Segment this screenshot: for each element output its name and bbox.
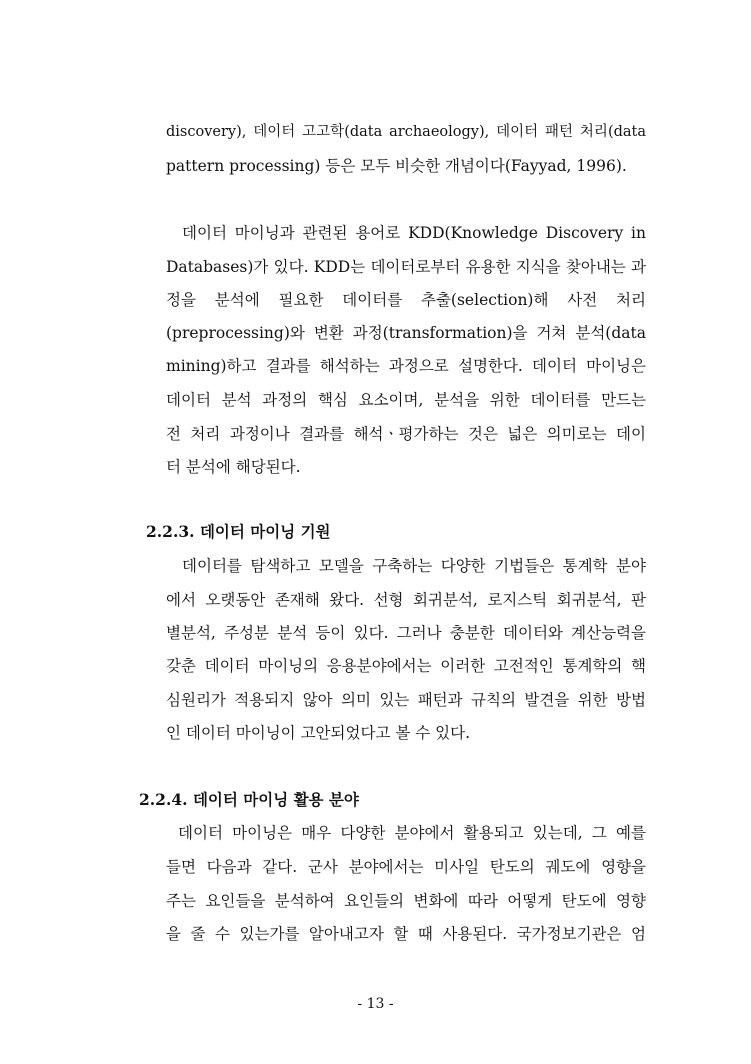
section-2-2-3-line: 갖춘 데이터 마이닝의 응용분야에서는 이러한 고전적인 통계학의 핵	[166, 657, 646, 675]
paragraph-1-line: discovery), 데이터 고고학(data archaeology), 데이터 패턴 처리(data	[166, 124, 646, 140]
paragraph-2-line: mining)하고 결과를 해석하는 과정으로 설명한다. 데이터 마이닝은	[166, 357, 646, 375]
section-2-2-4-line: 을 줄 수 있는가를 알아내고자 할 때 사용된다. 국가정보기관은 엄	[166, 925, 646, 943]
paragraph-2-line: 정을 분석에 필요한 데이터를 추출(selection)해 사전 처리	[166, 291, 646, 309]
section-2-2-4-line: 주는 요인들을 분석하여 요인들의 변화에 따라 어떻게 탄도에 영향	[166, 892, 646, 910]
paragraph-2-line: 터 분석에 해당된다.	[166, 458, 301, 476]
section-2-2-3-line: 데이터를 탐색하고 모델을 구축하는 다양한 기법들은 통계학 분야	[182, 557, 646, 575]
section-2-2-4-line: 들면 다음과 같다. 군사 분야에서는 미사일 탄도의 궤도에 영향을	[166, 858, 646, 876]
section-2-2-3-line: 에서 오랫동안 존재해 왔다. 선형 회귀분석, 로지스틱 회귀분석, 판	[166, 591, 646, 609]
section-heading-2-2-3: 2.2.3. 데이터 마이닝 기원	[146, 522, 331, 541]
page-number: - 13 -	[357, 996, 394, 1012]
paragraph-2-line: Databases)가 있다. KDD는 데이터로부터 유용한 지식을 찾아내는 과	[166, 258, 646, 276]
section-2-2-3-line: 인 데이터 마이닝이 고안되었다고 볼 수 있다.	[166, 724, 471, 742]
paragraph-2-line: 데이터 마이닝과 관련된 용어로 KDD(Knowledge Discovery in	[182, 224, 646, 242]
paragraph-2-line: 전 처리 과정이나 결과를 해석ㆍ평가하는 것은 넓은 의미로는 데이	[166, 425, 646, 443]
paragraph-2-line: 데이터 분석 과정의 핵심 요소이며, 분석을 위한 데이터를 만드는	[166, 391, 646, 409]
paragraph-2-line: (preprocessing)와 변환 과정(transformation)을 거쳐 분석(data	[166, 324, 646, 342]
section-2-2-4-line: 데이터 마이닝은 매우 다양한 분야에서 활용되고 있는데, 그 예를	[178, 824, 646, 842]
paragraph-1-line: pattern processing) 등은 모두 비슷한 개념이다(Fayyad, 1996).	[166, 157, 627, 175]
section-2-2-3-line: 심원리가 적용되지 않아 의미 있는 패턴과 규칙의 발견을 위한 방법	[166, 691, 646, 709]
section-2-2-3-line: 별분석, 주성분 분석 등이 있다. 그러나 충분한 데이터와 계산능력을	[166, 624, 646, 642]
section-heading-2-2-4: 2.2.4. 데이터 마이닝 활용 분야	[139, 790, 359, 809]
